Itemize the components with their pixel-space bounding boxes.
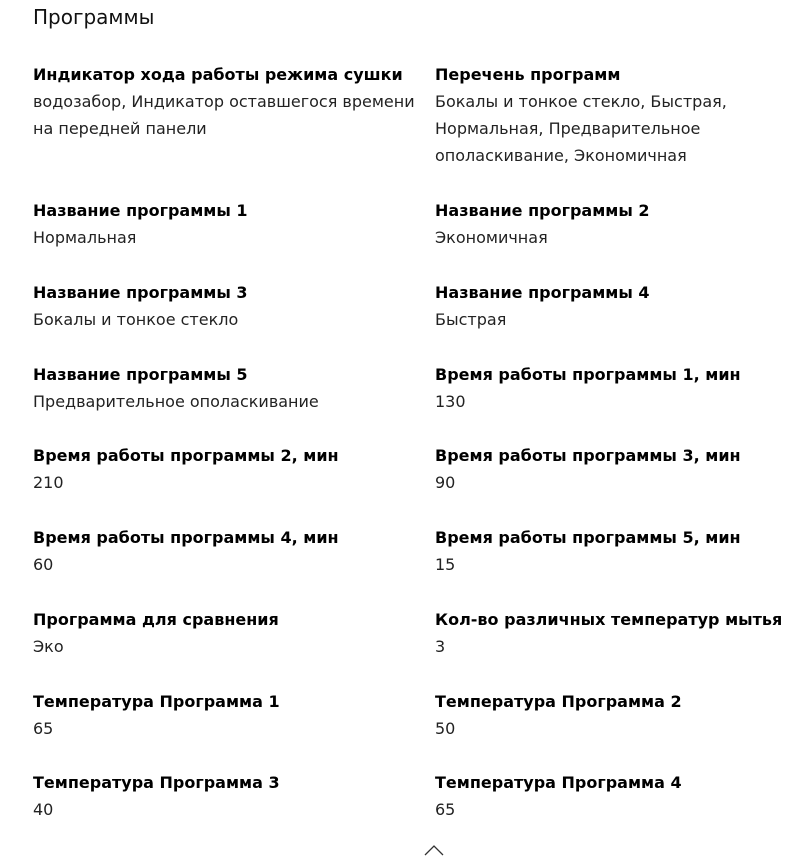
spec-label: Перечень программ [435,65,621,84]
spec-program-time-4 [33,524,428,578]
spec-program-temperature-4 [435,769,793,823]
spec-label: Название программы 1 [33,201,248,220]
spec-program-time-2 [33,442,428,496]
spec-program-time-5 [435,524,793,578]
spec-value: 15 [435,555,456,574]
spec-label: Время работы программы 2, мин [33,446,339,465]
spec-program-time-1 [435,361,793,415]
spec-value: 40 [33,800,54,819]
spec-label: Температура Программа 1 [33,692,280,711]
section-title: Программы [33,5,155,29]
spec-value: 3 [435,637,446,656]
spec-value: Эко [33,637,64,656]
spec-program-name-2 [435,197,793,251]
spec-label: Кол-во различных температур мытья [435,610,783,629]
spec-program-time-3 [435,442,793,496]
spec-label: Название программы 2 [435,201,650,220]
spec-label: Индикатор хода работы режима сушки [33,65,403,84]
spec-value: Бокалы и тонкое стекло [33,310,239,329]
spec-value: Быстрая [435,310,507,329]
spec-program-name-5 [33,361,428,415]
spec-label: Температура Программа 2 [435,692,682,711]
spec-value: Предварительное ополаскивание [33,392,319,411]
chevron-up-icon [422,842,446,858]
spec-label: Программа для сравнения [33,610,279,629]
spec-value: 130 [435,392,466,411]
spec-value: 65 [33,719,54,738]
spec-value: 60 [33,555,54,574]
spec-value: 65 [435,800,456,819]
spec-value: Экономичная [435,228,548,247]
collapse-toggle[interactable] [422,842,446,858]
spec-label: Время работы программы 4, мин [33,528,339,547]
spec-value: 210 [33,473,64,492]
spec-program-list [435,61,755,169]
spec-program-name-1 [33,197,428,251]
spec-value: Бокалы и тонкое стекло, Быстрая, Нормальная, Предварительное ополаскивание, Экономичная [435,92,727,165]
spec-wash-temperature-count [435,606,793,660]
spec-label: Название программы 4 [435,283,650,302]
spec-label: Время работы программы 1, мин [435,365,741,384]
spec-label: Название программы 5 [33,365,248,384]
spec-drying-indicator [33,61,428,142]
spec-label: Время работы программы 5, мин [435,528,741,547]
spec-label: Название программы 3 [33,283,248,302]
spec-program-name-3 [33,279,428,333]
spec-value: водозабор, Индикатор оставшегося времени на передней панели [33,92,415,138]
spec-program-temperature-3 [33,769,428,823]
spec-value: Нормальная [33,228,137,247]
spec-program-name-4 [435,279,793,333]
spec-label: Температура Программа 3 [33,773,280,792]
spec-program-temperature-2 [435,688,793,742]
spec-label: Температура Программа 4 [435,773,682,792]
spec-comparison-program [33,606,428,660]
spec-value: 90 [435,473,456,492]
spec-program-temperature-1 [33,688,428,742]
spec-label: Время работы программы 3, мин [435,446,741,465]
spec-value: 50 [435,719,456,738]
